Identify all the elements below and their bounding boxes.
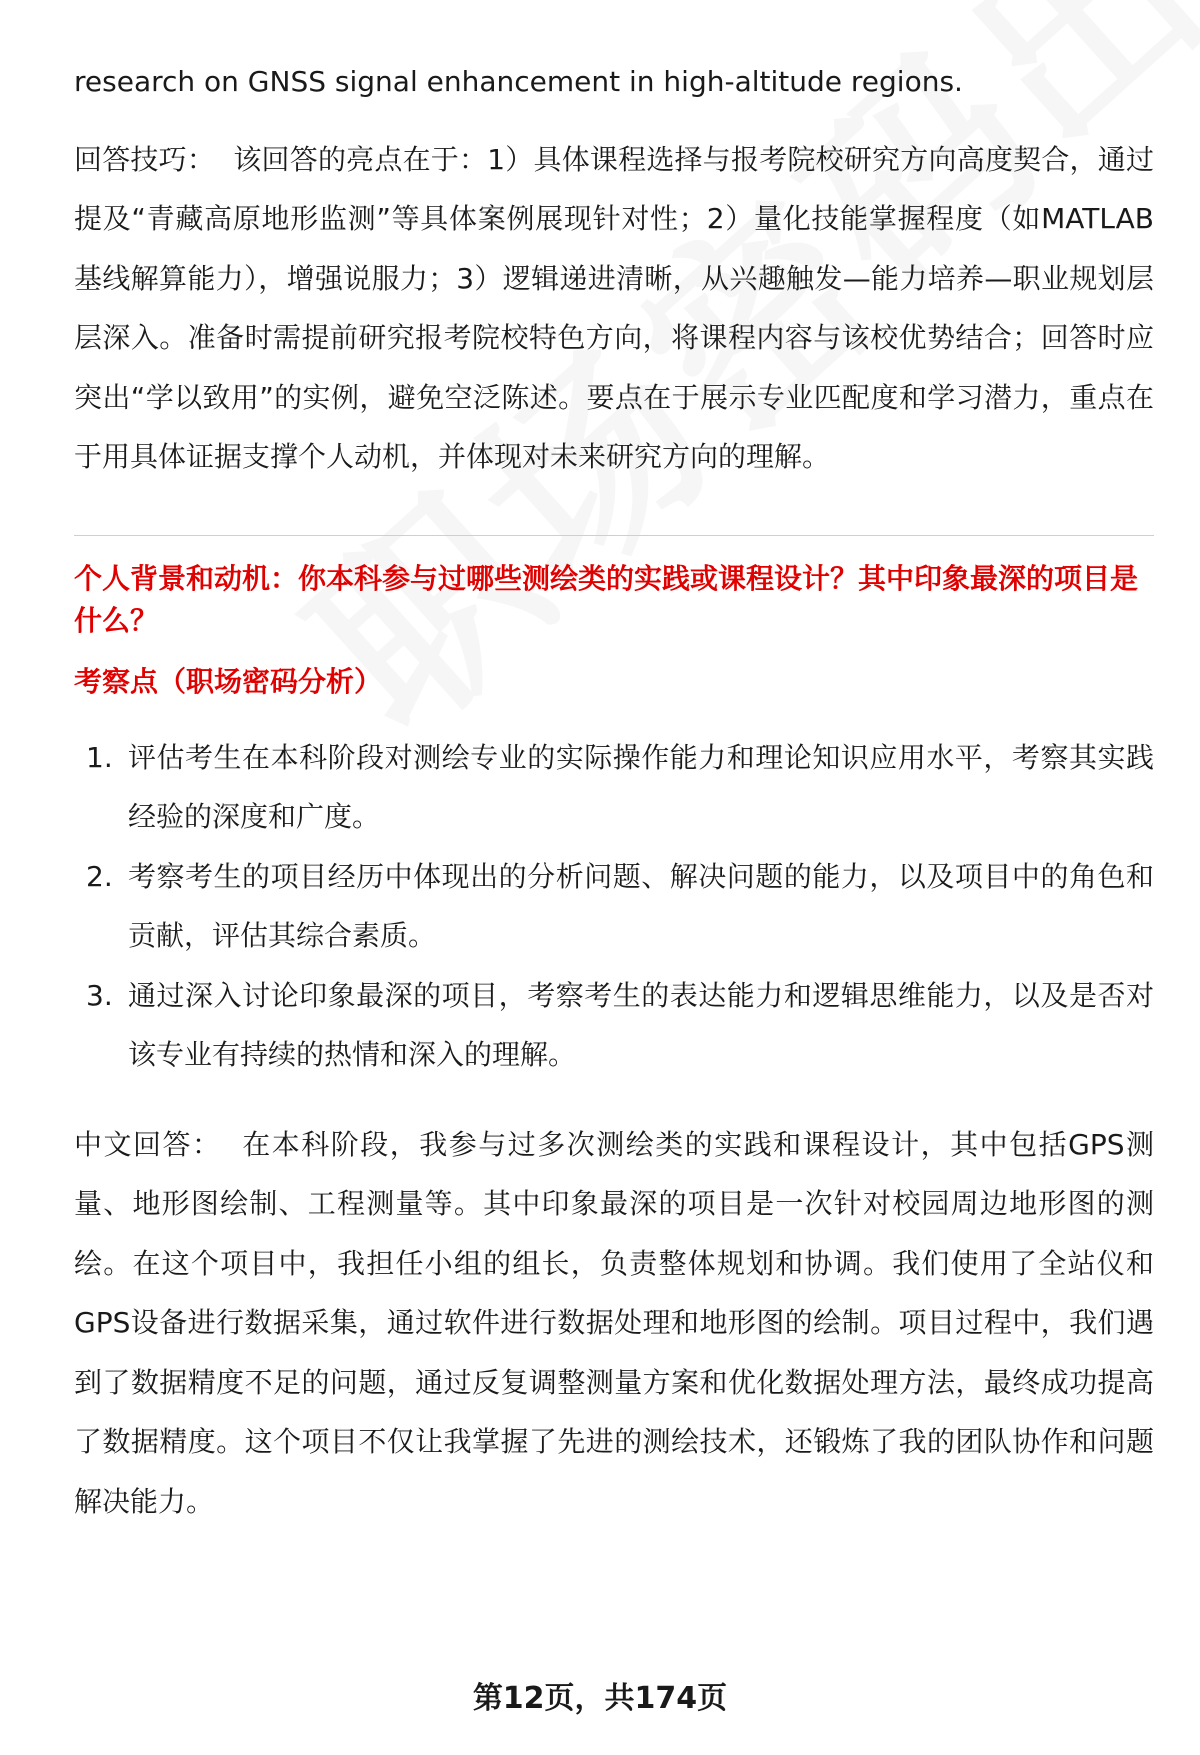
list-item: [74, 847, 1154, 966]
chinese-answer-label: 中文回答：: [74, 1127, 222, 1161]
section-title: 考察点（职场密码分析）: [74, 664, 383, 698]
list-item: [74, 728, 1154, 847]
page-content: [74, 52, 1154, 1531]
answer-tips: [74, 130, 1154, 487]
assessment-points-list: [74, 728, 1154, 1085]
page-number: 第12页，共174页: [472, 1681, 728, 1716]
list-item-number: 1.: [86, 740, 113, 774]
list-item-text: 考察考生的项目经历中体现出的分析问题、解决问题的能力，以及项目中的角色和贡献，评估其综合素质。: [128, 859, 1154, 952]
list-item-number: 2.: [86, 859, 113, 893]
list-item-text: 通过深入讨论印象最深的项目，考察考生的表达能力和逻辑思维能力，以及是否对该专业有持续的热情和深入的理解。: [128, 978, 1154, 1071]
list-item: [74, 966, 1154, 1085]
question-heading: 个人背景和动机：你本科参与过哪些测绘类的实践或课程设计？其中印象最深的项目是什么？: [74, 561, 1139, 637]
chinese-answer-text: 在本科阶段，我参与过多次测绘类的实践和课程设计，其中包括GPS测量、地形图绘制、工程测量等。其中印象最深的项目是一次针对校园周边地形图的测绘。在这个项目中，我担任小组的组长，负责整体规划和协调。我们使用了全站仪和GPS设备进行数据采集，通过软件进行数据处理和地形图的绘制。项目过程中，我们遇到了数据精度不足的问题，通过反复调整测量方案和优化数据处理方法，最终成功提高了数据精度。这个项目不仅让我掌握了先进的测绘技术，还锻炼了我的团队协作和问题解决能力。: [74, 1127, 1154, 1518]
answer-tips-label: 回答技巧：: [74, 142, 216, 176]
list-item-text: 评估考生在本科阶段对测绘专业的实际操作能力和理论知识应用水平，考察其实践经验的深度和广度。: [128, 740, 1154, 833]
intro-line: research on GNSS signal enhancement in high-altitude regions.: [74, 65, 963, 98]
section-divider: [74, 535, 1154, 536]
answer-tips-text: 该回答的亮点在于：1）具体课程选择与报考院校研究方向高度契合，通过提及“青藏高原地形监测”等具体案例展现针对性；2）量化技能掌握程度（如MATLAB基线解算能力），增强说服力；3）逻辑递进清晰，从兴趣触发—能力培养—职业规划层层深入。准备时需提前研究报考院校特色方向，将课程内容与该校优势结合；回答时应突出“学以致用”的实例，避免空泛陈述。要点在于展示专业匹配度和学习潜力，重点在于用具体证据支撑个人动机，并体现对未来研究方向的理解。: [74, 142, 1154, 473]
list-item-number: 3.: [86, 978, 113, 1012]
chinese-answer: [74, 1115, 1154, 1532]
